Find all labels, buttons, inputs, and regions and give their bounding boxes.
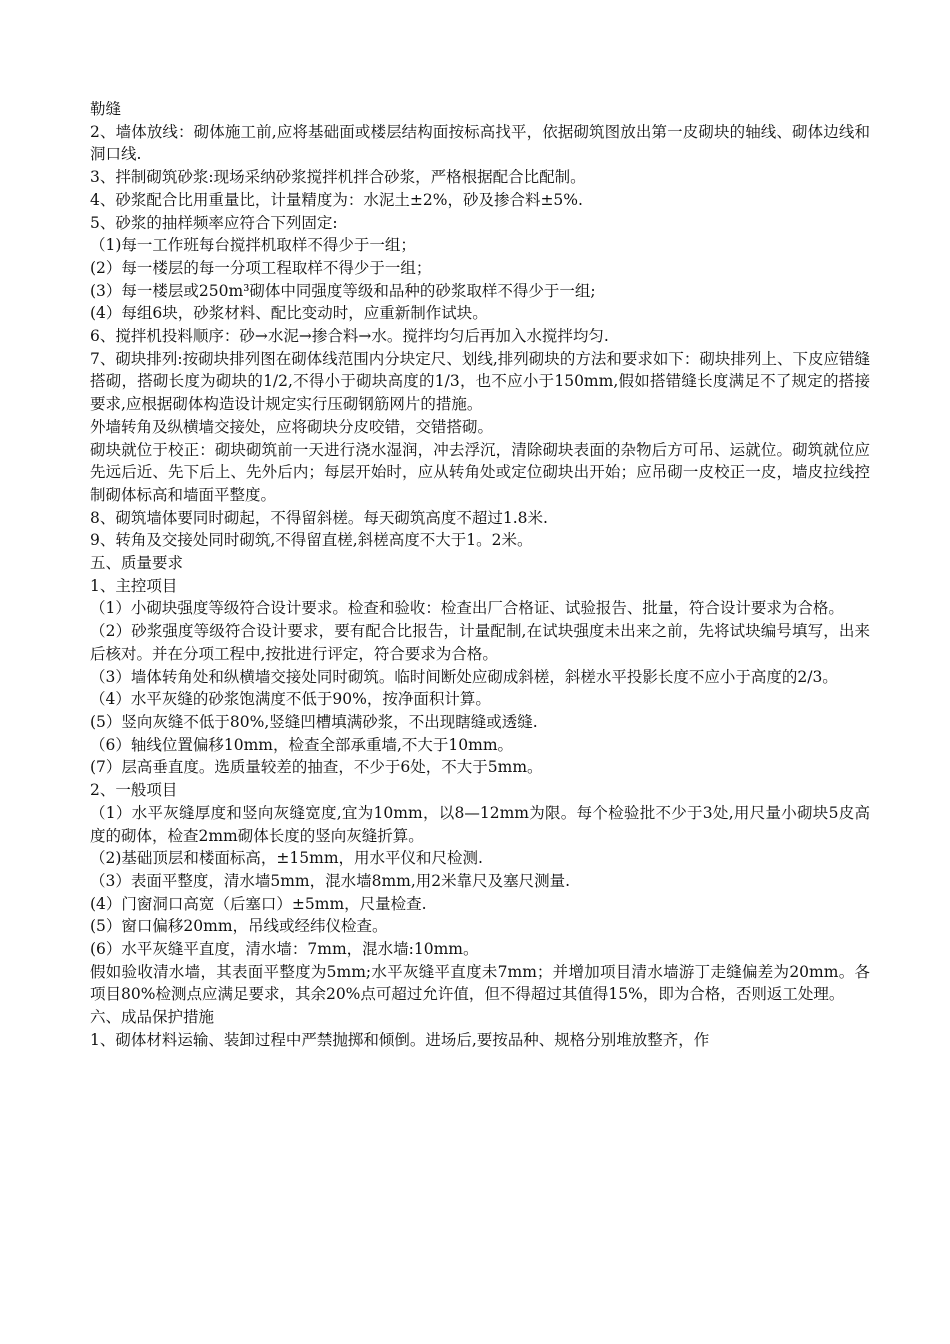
paragraph: 7、砌块排列:按砌块排列图在砌体线范围内分块定尺、划线,排列砌块的方法和要求如下：砌块排列上、下皮应错缝搭砌，搭砌长度为砌块的1/2,不得小于砌块高度的1/3，也不应小于150mm,假如搭错缝长度满足不了规定的搭接要求,应根据砌体构造设计规定实行压砌钢筋网片的措施。 (90, 349, 870, 414)
paragraph: （2)基础顶层和楼面标高，±15mm，用水平仪和尺检测. (90, 849, 483, 868)
paragraph: （6）轴线位置偏移10mm，检查全部承重墙,不大于10mm。 (90, 735, 514, 754)
paragraph: (3）每一楼层或250m³砌体中同强度等级和品种的砂浆取样不得少于一组; (90, 281, 596, 300)
paragraph: 砌块就位于校正：砌块砌筑前一天进行浇水湿润，冲去浮沉，清除砌块表面的杂物后方可吊、运就位。砌筑就位应先远后近、先下后上、先外后内；每层开始时，应从转角处或定位砌块出开始；应吊砌一皮校正一皮，墙皮拉线控制砌体标高和墙面平整度。 (90, 440, 870, 504)
paragraph: (4）每组6块，砂浆材料、配比变动时，应重新制作试块。 (90, 304, 488, 323)
subsection-heading: 2、一般项目 (90, 781, 178, 800)
paragraph: 3、拌制砌筑砂浆:现场采纳砂浆搅拌机拌合砂浆，严格根据配合比配制。 (90, 168, 586, 187)
paragraph: （3）墙体转角处和纵横墙交接处同时砌筑。临时间断处应砌成斜槎，斜槎水平投影长度不应小于高度的2/3。 (90, 667, 838, 686)
paragraph: (6）水平灰缝平直度，清水墙：7mm，混水墙:10mm。 (90, 940, 479, 959)
paragraph: 外墙转角及纵横墙交接处，应将砌块分皮咬错，交错搭砌。 (90, 417, 494, 436)
paragraph: 2、墙体放线：砌体施工前,应将基础面或楼层结构面按标高找平，依据砌筑图放出第一皮砌块的轴线、砌体边线和洞口线. (90, 122, 870, 164)
paragraph: 9、转角及交接处同时砌筑,不得留直槎,斜槎高度不大于1。2米。 (90, 531, 533, 550)
paragraph: （1)每一工作班每台搅拌机取样不得少于一组； (90, 236, 416, 255)
paragraph: （2）砂浆强度等级符合设计要求，要有配合比报告，计量配制,在试块强度未出来之前，先将试块编号填写，出来后核对。并在分项工程中,按批进行评定，符合要求为合格。 (90, 622, 870, 663)
document-body (90, 98, 870, 1052)
paragraph: (7）层高垂直度。选质量较差的抽查，不少于6处，不大于5mm。 (90, 758, 543, 777)
paragraph: （1）小砌块强度等级符合设计要求。检查和验收：检查出厂合格证、试验报告、批量，符合设计要求为合格。 (90, 599, 844, 618)
paragraph: （1）水平灰缝厚度和竖向灰缝宽度,宜为10mm，以8—12mm为限。每个检验批不少于3处,用尺量小砌块5皮高度的砌体，检查2mm砌体长度的竖向灰缝折算。 (90, 803, 870, 845)
paragraph: （4）水平灰缝的砂浆饱满度不低于90%，按净面积计算。 (90, 690, 491, 709)
paragraph: 8、砌筑墙体要同时砌起，不得留斜槎。每天砌筑高度不超过1.8米. (90, 508, 548, 527)
paragraph: 1、砌体材料运输、装卸过程中严禁抛掷和倾倒。进场后,要按品种、规格分别堆放整齐，作 (90, 1030, 710, 1049)
section-heading: 六、成品保护措施 (90, 1008, 215, 1027)
section-heading: 五、质量要求 (90, 554, 184, 573)
paragraph: 4、砂浆配合比用重量比，计量精度为：水泥土±2%，砂及掺合料±5%. (90, 190, 583, 209)
paragraph: (5）窗口偏移20mm，吊线或经纬仪检查。 (90, 917, 388, 936)
paragraph: 假如验收清水墙，其表面平整度为5mm;水平灰缝平直度未7mm；并增加项目清水墙游丁走缝偏差为20mm。各项目80%检测点应满足要求，其余20%点可超过允许值，但不得超过其值得15%，即为合格，否则返工处理。 (90, 962, 870, 1004)
paragraph: 6、搅拌机投料顺序：砂→水泥→掺合料→水。搅拌均匀后再加入水搅拌均匀. (90, 327, 609, 346)
paragraph: (2）每一楼层的每一分项工程取样不得少于一组； (90, 258, 432, 277)
paragraph: 5、砂浆的抽样频率应符合下列固定: (90, 213, 338, 232)
subsection-heading: 1、主控项目 (90, 576, 178, 595)
paragraph: (5）竖向灰缝不低于80%,竖缝凹槽填满砂浆，不出现瞎缝或透缝. (90, 712, 538, 731)
paragraph: 勒缝 (90, 100, 122, 118)
paragraph: (4）门窗洞口高宽（后塞口）±5mm，尺量检查. (90, 894, 427, 913)
paragraph: （3）表面平整度，清水墙5mm，混水墙8mm,用2米靠尺及塞尺测量. (90, 871, 571, 890)
